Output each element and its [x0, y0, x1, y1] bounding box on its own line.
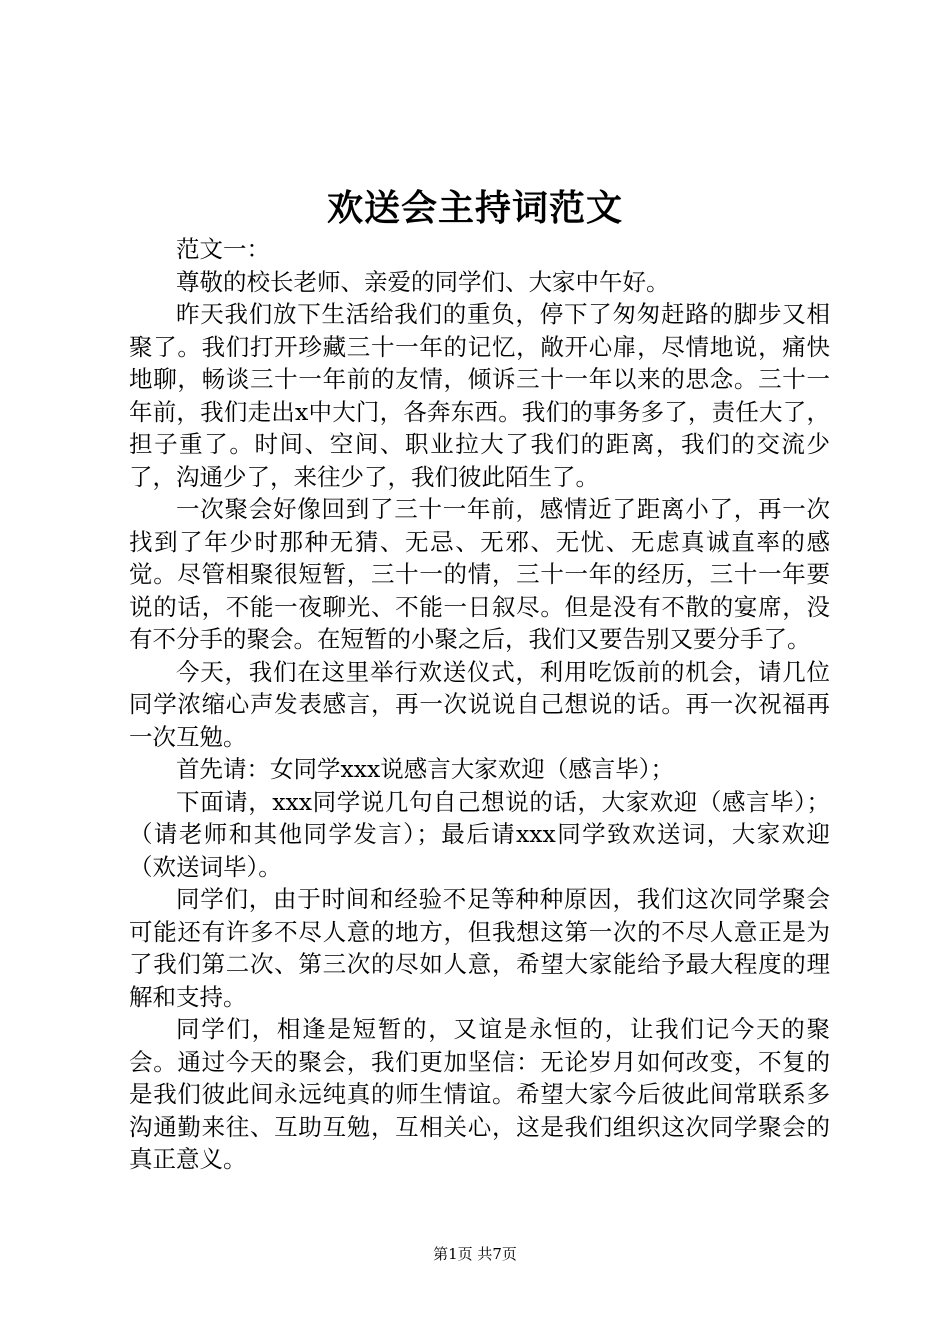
paragraph: 今天，我们在这里举行欢送仪式，利用吃饭前的机会，请几位同学浓缩心声发表感言，再一次说说自己想说的话。再一次祝福再一次互勉。	[129, 657, 830, 751]
paragraph: 首先请：女同学xxx说感言大家欢迎（感言毕）；	[176, 755, 675, 783]
paragraph: 同学们，由于时间和经验不足等种种原因，我们这次同学聚会可能还有许多不尽人意的地方，但我想这第一次的不尽人意正是为了我们第二次、第三次的尽如人意，希望大家能给予最大程度的理解和支持。	[129, 885, 830, 1011]
document-body	[129, 233, 830, 1176]
paragraph: 一次聚会好像回到了三十一年前，感情近了距离小了，再一次找到了年少时那种无猜、无忌、无邪、无忧、无虑真诚直率的感觉。尽管相聚很短暂，三十一的情，三十一年的经历，三十一年要说的话，不能一夜聊光、不能一日叙尽。但是没有不散的宴席，没有不分手的聚会。在短暂的小聚之后，我们又要告别又要分手了。	[129, 495, 830, 653]
paragraph-greeting: 尊敬的校长老师、亲爱的同学们、大家中午好。	[176, 267, 670, 296]
document-title: 欢送会主持词范文	[326, 187, 623, 229]
paragraph: 昨天我们放下生活给我们的重负，停下了匆匆赶路的脚步又相聚了。我们打开珍藏三十一年的记忆，敞开心扉，尽情地说，痛快地聊，畅谈三十一年前的友情，倾诉三十一年以来的思念。三十一年前，我们走出x中大门，各奔东西。我们的事务多了，责任大了，担子重了。时间、空间、职业拉大了我们的距离，我们的交流少了，沟通少了，来往少了，我们彼此陌生了。	[129, 300, 830, 491]
paragraph-heading: 范文一：	[176, 235, 270, 263]
paragraph: 下面请，xxx同学说几句自己想说的话，大家欢迎（感言毕）；（请老师和其他同学发言）；最后请xxx同学致欢送词，大家欢迎（欢送词毕）。	[129, 787, 830, 881]
page-footer: 第1页 共7页	[433, 1245, 517, 1263]
paragraph: 同学们，相逢是短暂的，又谊是永恒的，让我们记今天的聚会。通过今天的聚会，我们更加坚信：无论岁月如何改变，不复的是我们彼此间永远纯真的师生情谊。希望大家今后彼此间常联系多沟通勤来往、互助互勉，互相关心，这是我们组织这次同学聚会的真正意义。	[129, 1015, 830, 1173]
